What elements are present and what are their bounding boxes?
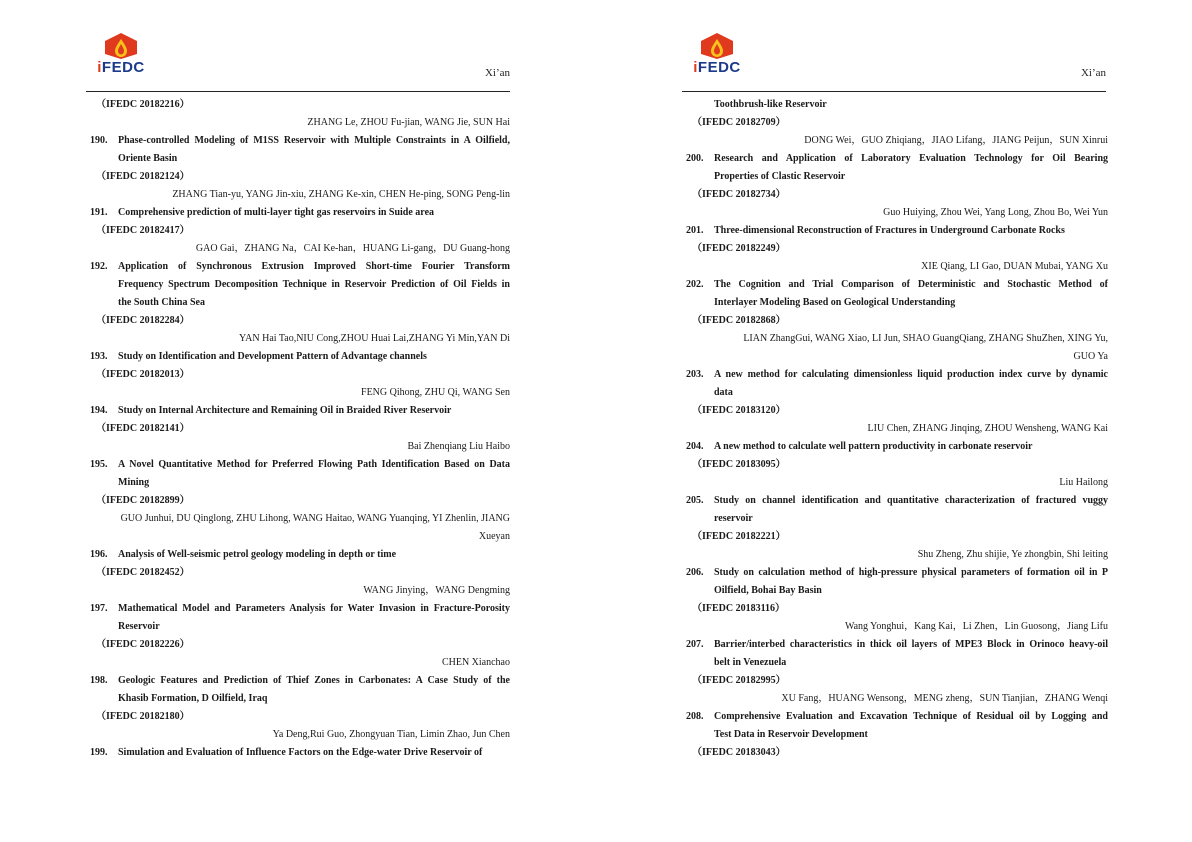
paper-number: 194. — [90, 405, 108, 416]
paper-title-line: A Novel Quantitative Method for Preferred Flowing Path Identification Based on Data — [118, 459, 510, 470]
paper-number: 199. — [90, 747, 108, 758]
paper-title-line: Test Data in Reservoir Development — [714, 729, 868, 740]
paper-code: （IFEDC 20182226） — [96, 639, 190, 650]
paper-authors-line: GUO Ya — [1073, 351, 1108, 362]
paper-code: （IFEDC 20183116） — [692, 603, 786, 614]
paper-code: （IFEDC 20182995） — [692, 675, 786, 686]
paper-title-text — [118, 456, 510, 492]
paper-number: 203. — [686, 369, 704, 380]
paper-title-line: Interlayer Modeling Based on Geological Understanding — [714, 297, 956, 308]
logo-text: iFEDC — [97, 59, 145, 76]
header-rule — [682, 91, 1106, 92]
paper-title-line: Application of Synchronous Extrusion Improved Short-time Fourier Transform — [118, 261, 510, 272]
paper-authors-line: LIAN ZhangGui, WANG Xiao, LI Jun, SHAO GuangQiang, ZHANG ShuZhen, XING Yu, — [743, 333, 1108, 344]
paper-title-text — [714, 366, 1108, 402]
paper-title — [90, 672, 510, 708]
paper-title-line: Oriente Basin — [118, 153, 178, 164]
paper-authors — [686, 330, 1108, 366]
paper-code: （IFEDC 20182284） — [96, 315, 190, 326]
paper-title — [686, 276, 1108, 312]
paper-title — [686, 438, 1108, 456]
paper-title-text — [714, 708, 1108, 744]
flame-drop-icon — [101, 32, 141, 60]
paper-title-text — [714, 492, 1108, 528]
paper-title-line: Oilfield, Bohai Bay Basin — [714, 585, 822, 596]
paper-title-line: Comprehensive Evaluation and Excavation Technique of Residual oil by Logging and — [714, 711, 1108, 722]
paper-authors: YAN Hai Tao,NIU Cong,ZHOU Huai Lai,ZHANG Yi Min,YAN Di — [239, 333, 510, 344]
paper-code: （IFEDC 20182216） — [96, 99, 190, 110]
paper-code: （IFEDC 20182899） — [96, 495, 190, 506]
paper-code: （IFEDC 20182417） — [96, 225, 190, 236]
paper-title-line: Phase-controlled Modeling of M1SS Reservoir with Multiple Constraints in A Oilfield, — [118, 135, 510, 146]
paper-title-line: Barrier/interbed characteristics in thick oil layers of MPE3 Block in Orinoco heavy-oil — [714, 639, 1108, 650]
paper-title-text — [714, 438, 1108, 456]
paper-title — [90, 456, 510, 492]
header-city: Xi’an — [484, 67, 510, 79]
paper-number: 190. — [90, 135, 108, 146]
paper-number: 192. — [90, 261, 108, 272]
paper-title-continued: Toothbrush-like Reservoir — [714, 99, 827, 110]
paper-number: 205. — [686, 495, 704, 506]
paper-number: 198. — [90, 675, 108, 686]
paper-title-line: Properties of Clastic Reservoir — [714, 171, 846, 182]
paper-authors: Ya Deng,Rui Guo, Zhongyuan Tian, Limin Zhao, Jun Chen — [272, 729, 510, 740]
paper-authors-line: GUO Junhui, DU Qinglong, ZHU Lihong, WANG Haitao, WANG Yuanqing, YI Zhenlin, JIANG — [120, 513, 510, 524]
paper-code: （IFEDC 20182221） — [692, 531, 786, 542]
paper-code: （IFEDC 20182141） — [96, 423, 190, 434]
paper-title — [686, 150, 1108, 186]
paper-title-text — [118, 402, 510, 420]
paper-title — [686, 708, 1108, 744]
paper-title — [90, 348, 510, 366]
header-rule — [86, 91, 510, 92]
paper-title-line: Simulation and Evaluation of Influence Factors on the Edge-water Drive Reservoir of — [118, 747, 483, 758]
paper-number: 204. — [686, 441, 704, 452]
paper-title — [686, 564, 1108, 600]
paper-list-right — [686, 96, 1108, 762]
paper-authors: WANG Jinying，WANG Dengming — [363, 585, 510, 596]
paper-title-line: belt in Venezuela — [714, 657, 787, 668]
paper-authors: LIU Chen, ZHANG Jinqing, ZHOU Wensheng, WANG Kai — [867, 423, 1108, 434]
paper-title-line: the South China Sea — [118, 297, 205, 308]
paper-title-line: Khasib Formation, D Oilfield, Iraq — [118, 693, 268, 704]
paper-title — [90, 546, 510, 564]
paper-title-line: Study on Identification and Development Pattern of Advantage channels — [118, 351, 427, 362]
paper-number: 208. — [686, 711, 704, 722]
logo-text: iFEDC — [693, 59, 741, 76]
paper-title-text — [118, 672, 510, 708]
paper-title-line: Geologic Features and Prediction of Thief Zones in Carbonates: A Case Study of the — [118, 675, 510, 686]
flame-drop-icon — [697, 32, 737, 60]
right-page — [596, 0, 1192, 842]
paper-authors: CHEN Xianchao — [441, 657, 510, 668]
paper-authors: XU Fang，HUANG Wensong，MENG zheng，SUN Tianjian，ZHANG Wenqi — [781, 693, 1108, 704]
paper-code: （IFEDC 20182249） — [692, 243, 786, 254]
paper-code: （IFEDC 20182734） — [692, 189, 786, 200]
paper-authors: FENG Qihong, ZHU Qi, WANG Sen — [361, 387, 510, 398]
paper-title-text — [714, 222, 1108, 240]
paper-authors: Guo Huiying, Zhou Wei, Yang Long, Zhou Bo, Wei Yun — [883, 207, 1108, 218]
paper-title-text — [118, 204, 510, 222]
paper-number: 202. — [686, 279, 704, 290]
ifedc-logo — [682, 32, 752, 76]
paper-title-line: data — [714, 387, 733, 398]
paper-code: （IFEDC 20182180） — [96, 711, 190, 722]
paper-authors: ZHANG Le, ZHOU Fu-jian, WANG Jie, SUN Hai — [307, 117, 510, 128]
paper-title-line: Reservoir — [118, 621, 160, 632]
paper-number: 201. — [686, 225, 704, 236]
paper-number: 196. — [90, 549, 108, 560]
paper-code: （IFEDC 20182124） — [96, 171, 190, 182]
paper-title-line: reservoir — [714, 513, 753, 524]
paper-authors: Liu Hailong — [1059, 477, 1108, 488]
paper-title-text — [714, 150, 1108, 186]
paper-title-line: Study on channel identification and quantitative characterization of fractured vuggy — [714, 495, 1108, 506]
paper-number: 197. — [90, 603, 108, 614]
paper-title-text — [714, 564, 1108, 600]
paper-title-line: A new method for calculating dimensionless liquid production index curve by dynamic — [714, 369, 1108, 380]
paper-title-line: Frequency Spectrum Decomposition Technique in Reservoir Prediction of Oil Fields in — [118, 279, 510, 290]
paper-title — [90, 402, 510, 420]
paper-title — [90, 258, 510, 312]
paper-number: 207. — [686, 639, 704, 650]
paper-authors: ZHANG Tian-yu, YANG Jin-xiu, ZHANG Ke-xin, CHEN He-ping, SONG Peng-lin — [172, 189, 510, 200]
paper-title-line: A new method to calculate well pattern productivity in carbonate reservoir — [714, 441, 1033, 452]
paper-authors: Shu Zheng, Zhu shijie, Ye zhongbin, Shi leiting — [917, 549, 1108, 560]
paper-number: 206. — [686, 567, 704, 578]
paper-title-line: Comprehensive prediction of multi-layer tight gas reservoirs in Suide area — [118, 207, 435, 218]
paper-number: 195. — [90, 459, 108, 470]
paper-list-left — [90, 96, 510, 762]
paper-title-line: Three-dimensional Reconstruction of Fractures in Underground Carbonate Rocks — [714, 225, 1065, 236]
paper-title-text — [118, 546, 510, 564]
paper-authors: DONG Wei，GUO Zhiqiang，JIAO Lifang，JIANG Peijun，SUN Xinrui — [804, 135, 1108, 146]
paper-code: （IFEDC 20183095） — [692, 459, 786, 470]
paper-title-text — [714, 636, 1108, 672]
paper-number: 191. — [90, 207, 108, 218]
paper-title-line: The Cognition and Trial Comparison of Deterministic and Stochastic Method of — [714, 279, 1108, 290]
paper-title-text — [118, 600, 510, 636]
header-city: Xi’an — [1080, 67, 1106, 79]
paper-title-text — [714, 276, 1108, 312]
paper-number: 193. — [90, 351, 108, 362]
paper-title-line: Study on Internal Architecture and Remaining Oil in Braided River Reservoir — [118, 405, 452, 416]
paper-title-line: Analysis of Well-seismic petrol geology modeling in depth or time — [118, 549, 397, 560]
paper-title — [686, 222, 1108, 240]
paper-authors: Wang Yonghui，Kang Kai，Li Zhen，Lin Guosong，Jiang Lifu — [844, 621, 1108, 632]
paper-code: （IFEDC 20183043） — [692, 747, 786, 758]
paper-authors: XIE Qiang, LI Gao, DUAN Mubai, YANG Xu — [921, 261, 1108, 272]
paper-number: 200. — [686, 153, 704, 164]
ifedc-logo — [86, 32, 156, 76]
paper-title-line: Mathematical Model and Parameters Analysis for Water Invasion in Fracture-Porosity — [118, 603, 510, 614]
paper-title-text — [118, 348, 510, 366]
paper-code: （IFEDC 20182452） — [96, 567, 190, 578]
paper-authors: GAO Gai，ZHANG Na，CAI Ke-han，HUANG Li-gang，DU Guang-hong — [195, 243, 510, 254]
paper-title-text — [118, 744, 510, 762]
paper-title-text — [118, 132, 510, 168]
paper-title — [90, 204, 510, 222]
paper-title — [90, 132, 510, 168]
paper-authors — [90, 510, 510, 546]
paper-code: （IFEDC 20182868） — [692, 315, 786, 326]
paper-title-line: Research and Application of Laboratory Evaluation Technology for Oil Bearing — [714, 153, 1108, 164]
paper-code: （IFEDC 20183120） — [692, 405, 786, 416]
paper-title-line: Study on calculation method of high-pressure physical parameters of formation oil in P — [714, 567, 1108, 578]
paper-title — [686, 492, 1108, 528]
paper-code: （IFEDC 20182709） — [692, 117, 786, 128]
paper-title — [686, 366, 1108, 402]
paper-title-line: Mining — [118, 477, 150, 488]
paper-title-text — [118, 258, 510, 312]
paper-title — [90, 600, 510, 636]
paper-code: （IFEDC 20182013） — [96, 369, 190, 380]
paper-title — [90, 744, 510, 762]
paper-title — [686, 636, 1108, 672]
paper-authors: Bai Zhenqiang Liu Haibo — [407, 441, 510, 452]
paper-authors-line: Xueyan — [478, 531, 510, 542]
